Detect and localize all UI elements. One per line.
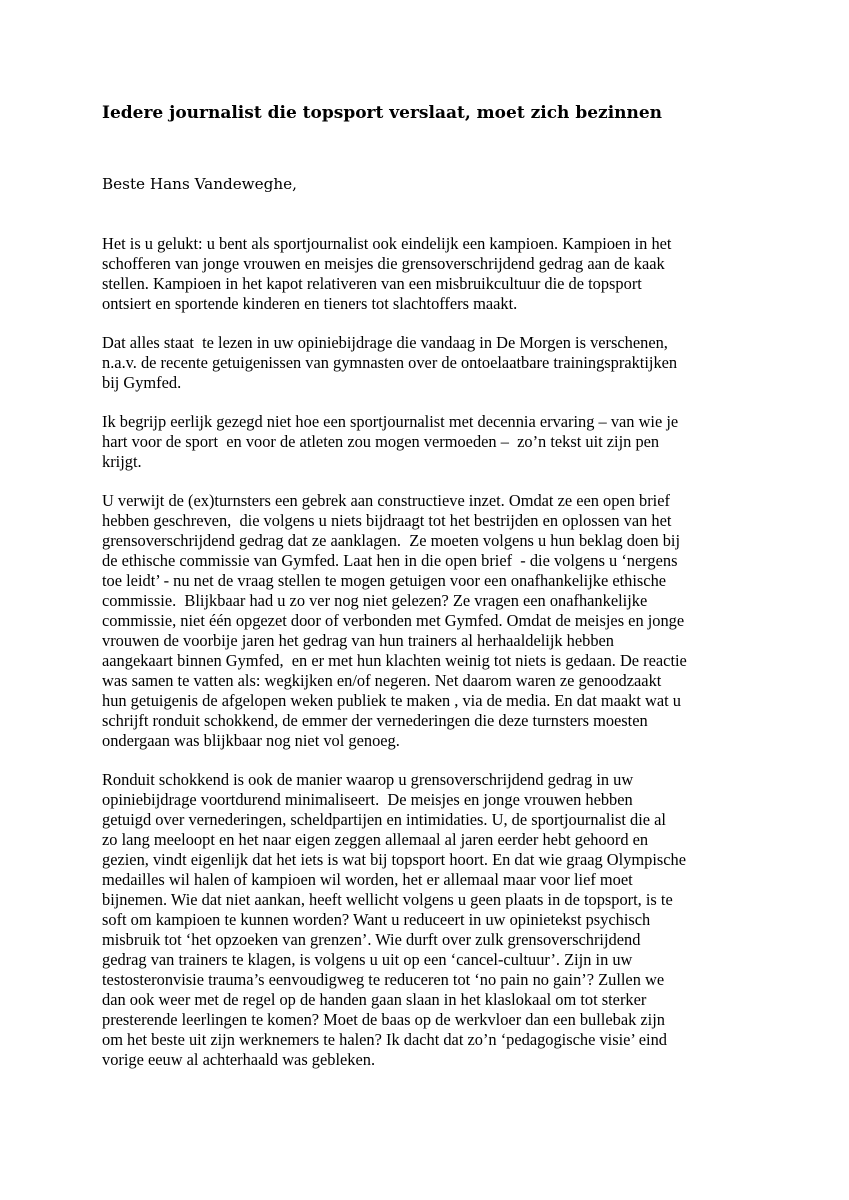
- paragraph-line: krijgt.: [102, 452, 142, 471]
- salutation: Beste Hans Vandeweghe,: [102, 175, 297, 193]
- paragraph-line: presterende leerlingen te komen? Moet de baas op de werkvloer dan een bullebak zijn: [102, 1010, 665, 1029]
- paragraph-line: zo lang meeloopt en het naar eigen zeggen allemaal al jaren eerder hebt gehoord en: [102, 830, 649, 849]
- paragraph-2: [102, 333, 762, 393]
- paragraph-line: vrouwen de voorbije jaren het gedrag van hun trainers al herhaaldelijk hebben: [102, 631, 615, 650]
- document-page: [102, 100, 762, 1089]
- paragraph-line: Ik begrijp eerlijk gezegd niet hoe een sportjournalist met decennia ervaring – van wie je: [102, 412, 679, 431]
- paragraph-line: testosteronvisie trauma’s eenvoudigweg te reduceren tot ‘no pain no gain’? Zullen we: [102, 970, 665, 989]
- paragraph-line: Dat alles staat te lezen in uw opiniebijdrage die vandaag in De Morgen is verschenen,: [102, 333, 668, 352]
- paragraph-line: grensoverschrijdend gedrag dat ze aanklagen. Ze moeten volgens u hun beklag doen bij: [102, 531, 681, 550]
- paragraph-3: [102, 412, 762, 472]
- paragraph-line: hun getuigenis de afgelopen weken publiek te maken , via de media. En dat maakt wat u: [102, 691, 681, 710]
- paragraph-line: hebben geschreven, die volgens u niets bijdraagt tot het bestrijden en oplossen van het: [102, 511, 672, 530]
- paragraph-line: dan ook weer met de regel op de handen gaan slaan in het klaslokaal om tot sterker: [102, 990, 647, 1009]
- letter-body: [102, 234, 762, 1070]
- paragraph-line: vorige eeuw al achterhaald was gebleken.: [102, 1050, 376, 1069]
- paragraph-line: aangekaart binnen Gymfed, en er met hun klachten weinig tot niets is gedaan. De reactie: [102, 651, 687, 670]
- paragraph-line: stellen. Kampioen in het kapot relativeren van een misbruikcultuur die de topsport: [102, 274, 642, 293]
- paragraph-line: U verwijt de (ex)turnsters een gebrek aan constructieve inzet. Omdat ze een open brief: [102, 491, 670, 510]
- paragraph-line: gedrag van trainers te klagen, is volgens u uit op een ‘cancel-cultuur’. Zijn in uw: [102, 950, 633, 969]
- paragraph-1: [102, 234, 762, 314]
- paragraph-line: Het is u gelukt: u bent als sportjournalist ook eindelijk een kampioen. Kampioen in het: [102, 234, 672, 253]
- paragraph-line: soft om kampioen te kunnen worden? Want u reduceert in uw opinietekst psychisch: [102, 910, 651, 929]
- paragraph-line: schofferen van jonge vrouwen en meisjes die grensoverschrijdend gedrag aan de kaak: [102, 254, 665, 273]
- paragraph-line: misbruik tot ‘het opzoeken van grenzen’. Wie durft over zulk grensoverschrijdend: [102, 930, 641, 949]
- paragraph-4: [102, 491, 762, 751]
- paragraph-line: n.a.v. de recente getuigenissen van gymnasten over de ontoelaatbare trainingspraktijken: [102, 353, 678, 372]
- paragraph-line: medailles wil halen of kampioen wil worden, het er allemaal maar voor lief moet: [102, 870, 633, 889]
- paragraph-line: om het beste uit zijn werknemers te halen? Ik dacht dat zo’n ‘pedagogische visie’ eind: [102, 1030, 667, 1049]
- paragraph-line: opiniebijdrage voortdurend minimaliseert. De meisjes en jonge vrouwen hebben: [102, 790, 633, 809]
- paragraph-line: schrijft ronduit schokkend, de emmer der vernederingen die deze turnsters moesten: [102, 711, 648, 730]
- paragraph-line: Ronduit schokkend is ook de manier waarop u grensoverschrijdend gedrag in uw: [102, 770, 634, 789]
- paragraph-line: bijnemen. Wie dat niet aankan, heeft wellicht volgens u geen plaats in de topsport, is te: [102, 890, 673, 909]
- paragraph-line: commissie. Blijkbaar had u zo ver nog niet gelezen? Ze vragen een onafhankelijke: [102, 591, 648, 610]
- paragraph-line: ondergaan was blijkbaar nog niet vol genoeg.: [102, 731, 400, 750]
- paragraph-line: gezien, vindt eigenlijk dat het iets is wat bij topsport hoort. En dat wie graag Olympische: [102, 850, 687, 869]
- paragraph-line: was samen te vatten als: wegkijken en/of negeren. Net daarom waren ze genoodzaakt: [102, 671, 662, 690]
- paragraph-line: bij Gymfed.: [102, 373, 182, 392]
- paragraph-line: toe leidt’ - nu net de vraag stellen te mogen getuigen voor een onafhankelijke ethische: [102, 571, 667, 590]
- paragraph-line: getuigd over vernederingen, scheldpartijen en intimidaties. U, de sportjournalist die al: [102, 810, 666, 829]
- paragraph-line: de ethische commissie van Gymfed. Laat hen in die open brief - die volgens u ‘nergens: [102, 551, 678, 570]
- paragraph-line: ontsiert en sportende kinderen en tieners tot slachtoffers maakt.: [102, 294, 518, 313]
- paragraph-5: [102, 770, 762, 1070]
- paragraph-line: hart voor de sport en voor de atleten zou mogen vermoeden – zo’n tekst uit zijn pen: [102, 432, 660, 451]
- paragraph-line: commissie, niet één opgezet door of verbonden met Gymfed. Omdat de meisjes en jonge: [102, 611, 685, 630]
- document-title: Iedere journalist die topsport verslaat, moet zich bezinnen: [102, 103, 663, 123]
